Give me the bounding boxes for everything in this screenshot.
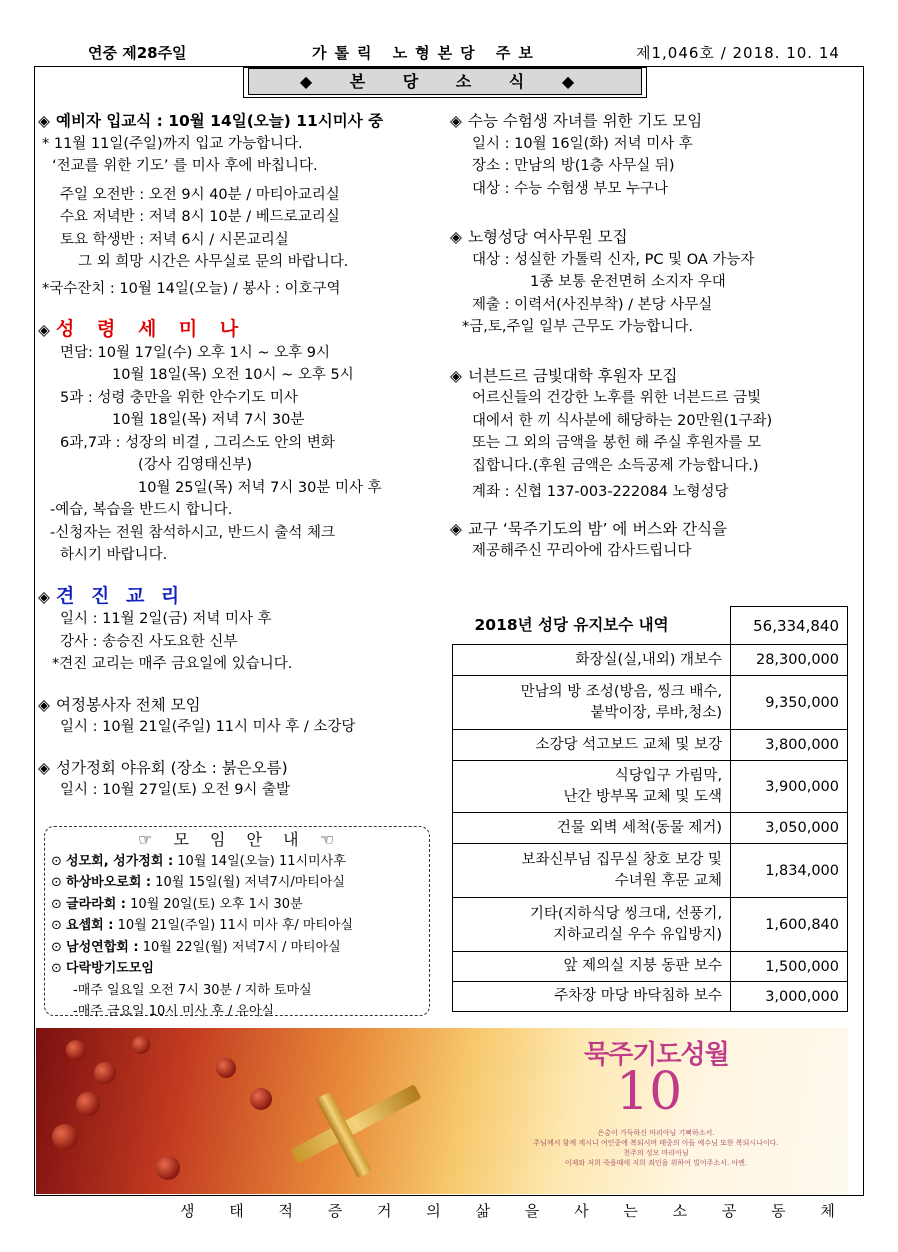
circle-dot-icon: ⊙ (51, 961, 62, 976)
rosary-bead (66, 1040, 86, 1060)
text-line: 계좌 : 신협 137-003-222084 노형성당 (472, 484, 729, 500)
diamond-icon: ◈ (450, 112, 462, 130)
rosary-bead (250, 1088, 272, 1110)
text-line: *국수잔치 : 10월 14일(오늘) / 봉사 : 이호구역 (42, 280, 341, 297)
diamond-icon: ◈ (38, 695, 50, 714)
text-line: 어르신들의 건강한 노후를 위한 너븐드르 금빛 (472, 390, 762, 406)
text-line: 대상 : 성실한 가톨릭 신자, PC 및 OA 가능자 (472, 251, 755, 268)
text-line: 6과,7과 : 성장의 비결 , 그리스도 안의 변화 (60, 434, 335, 451)
meeting-row: ⊙ 하상바오로회 : 10월 15일(월) 저녁7시/마티아실 (51, 875, 345, 890)
table-row: 화장실(실,내외) 개보수 28,300,000 (453, 645, 848, 676)
circle-dot-icon: ⊙ (51, 939, 62, 955)
text-line: (강사 김영태신부) (138, 457, 252, 473)
text-line: *견진 교리는 매주 금요일에 있습니다. (52, 656, 293, 672)
diamond-icon: ◈ (450, 228, 462, 246)
rosary-bead (132, 1036, 150, 1054)
text-line: 5과 : 성령 충만을 위한 안수기도 미사 (60, 389, 298, 406)
meeting-row: ⊙ 글라라회 : 10월 20일(토) 오후 1시 30분 (51, 896, 303, 912)
page-footer: 생 태 적 증 거 의 삶 을 사 는 소 공 동 체 (180, 1202, 841, 1220)
photo-prayer: 은총이 가득하신 마리아님 기뻐하소서. 주님께서 함께 계시니 여인중에 복되시며 태중의 아들 예수님 또한 복되시나이다. 천주의 성모 마리아님 이제와 저희 죽을때에 저희 죄인을 위하여 빌어주소서. 아멘. (533, 1129, 779, 1167)
right-column (450, 110, 855, 563)
circle-dot-icon: ⊙ (51, 896, 62, 912)
table-row: 기타(지하식당 씽크대, 선풍기, 지하교리실 우수 유입방지) 1,600,840 (453, 898, 848, 952)
text-line: 10월 18일(목) 저녁 7시 30분 (112, 412, 305, 428)
section-sponsor-recruit: ◈ 너븐드르 금빛대학 후원자 모집 (450, 365, 855, 388)
table-row: 식당입구 가림막, 난간 방부목 교체 및 도색 3,900,000 (453, 761, 848, 813)
text-line: 주일 오전반 : 오전 9시 40분 / 마티아교리실 (60, 186, 340, 203)
maintenance-table (452, 606, 848, 1012)
meeting-row: ⊙ 성모회, 성가정회 : 10월 14일(오늘) 11시미사후 (51, 853, 346, 869)
section-volunteers: ◈ 여정봉사자 전체 모임 (38, 694, 438, 717)
table-row: 보좌신부님 집무실 창호 보강 및 수녀원 후문 교체 1,834,000 (453, 844, 848, 898)
header-issue: 제1,046호 / 2018. 10. 14 (636, 44, 840, 62)
text-line: 제공해주신 꾸리아에 감사드립니다 (472, 543, 692, 559)
table-row: 소강당 석고보드 교체 및 보강 3,800,000 (453, 730, 848, 761)
text-line: 일시 : 11월 2일(금) 저녁 미사 후 (60, 611, 272, 627)
text-line: 토요 학생반 : 저녁 6시 / 시몬교리실 (60, 231, 289, 248)
diamond-icon: ◈ (38, 112, 50, 130)
diamond-icon: ◈ (38, 758, 50, 777)
text-line: 수요 저녁반 : 저녁 8시 10분 / 베드로교리실 (60, 209, 340, 225)
section-catechumen: ◈ 예비자 입교식 : 10월 14일(오늘) 11시미사 중 (38, 110, 438, 133)
text-line: 제출 : 이력서(사진부착) / 본당 사무실 (472, 296, 713, 313)
section-spirit-seminar: ◈ 성 령 세 미 나 (38, 318, 247, 340)
table-row: 건물 외벽 세척(동물 제거) 3,050,000 (453, 813, 848, 844)
text-line: * 11월 11일(주일)까지 입교 가능합니다. (42, 135, 303, 152)
text-line: -신청자는 전원 참석하시고, 반드시 출석 체크 (50, 524, 336, 541)
section-thanks: ◈ 교구 ‘묵주기도의 밤’ 에 버스와 간식을 (450, 518, 855, 541)
text-line: 대상 : 수능 수험생 부모 누구나 (472, 180, 669, 197)
meeting-subrow: -매주 금요일 10시 미사 후 / 유아실 (73, 1004, 275, 1019)
circle-dot-icon: ⊙ (51, 853, 62, 869)
meeting-guide-box (44, 826, 430, 1019)
section-confirmation: ◈ 견 진 교 리 (38, 584, 185, 607)
circle-dot-icon: ⊙ (51, 875, 62, 890)
table-title: 2018년 성당 유지보수 내역 (474, 615, 669, 634)
meeting-row: ⊙ 남성연합회 : 10월 22일(월) 저녁7시 / 마티아실 (51, 939, 341, 955)
text-line: 대에서 한 끼 식사분에 해당하는 20만원(1구좌) (472, 412, 773, 429)
text-line: 일시 : 10월 16일(화) 저녁 미사 후 (472, 135, 693, 152)
meeting-subrow: -매주 일요일 오전 7시 30분 / 지하 토마실 (73, 982, 312, 998)
text-line: 또는 그 외의 금액을 봉헌 해 주실 후원자를 모 (472, 435, 761, 451)
header-title: 가톨릭 노형본당 주보 (312, 44, 541, 62)
text-line: 1종 보통 운전면허 소지자 우대 (530, 274, 726, 290)
table-row: 앞 제의실 지붕 동판 보수 1,500,000 (453, 952, 848, 982)
text-line: ‘전교를 위한 기도’ 를 미사 후에 바칩니다. (52, 158, 318, 174)
section-exam-prayer: ◈ 수능 수험생 자녀를 위한 기도 모임 (450, 110, 855, 133)
text-line: 장소 : 만남의 방(1층 사무실 뒤) (472, 158, 675, 174)
text-line: 일시 : 10월 21일(주일) 11시 미사 후 / 소강당 (60, 719, 356, 735)
text-line: 면담: 10월 17일(수) 오후 1시 ~ 오후 9시 (60, 344, 331, 361)
rosary-bead (94, 1062, 116, 1084)
photo-number: 10 (616, 1062, 683, 1122)
meeting-row: ⊙ 요셉회 : 10월 21일(주일) 11시 미사 후/ 마티아실 (51, 918, 354, 933)
diamond-icon: ◈ (38, 321, 50, 339)
left-column (38, 110, 438, 802)
table-row: 만남의 방 조성(방음, 씽크 배수, 붙박이장, 루바,청소) 9,350,000 (453, 676, 848, 730)
table-header-row (453, 607, 848, 645)
text-line: *금,토,주일 일부 근무도 가능합니다. (462, 319, 694, 335)
text-line: 집합니다.(후원 금액은 소득공제 가능합니다.) (472, 457, 759, 474)
text-line: -예습, 복습을 반드시 합니다. (50, 502, 233, 518)
photo-title: 묵주기도성월 (584, 1040, 729, 1070)
section-staff-recruit: ◈ 노형성당 여사무원 모집 (450, 226, 855, 249)
text-line: 강사 : 송승진 사도요한 신부 (60, 633, 238, 650)
circle-dot-icon: ⊙ (51, 918, 62, 933)
rosary-month-photo (36, 1028, 848, 1194)
meeting-guide-title: ☞ 모 임 안 내 ☜ (138, 830, 342, 849)
rosary-bead (156, 1156, 180, 1180)
table-row: 주차장 마당 바닥침하 보수 3,000,000 (453, 982, 848, 1012)
rosary-bead (52, 1124, 78, 1150)
text-line: 일시 : 10월 27일(토) 오전 9시 출발 (60, 782, 291, 798)
section-banner: ◆ 본 당 소 식 ◆ (248, 68, 642, 95)
diamond-icon: ◈ (450, 519, 462, 538)
table-total: 56,334,840 (731, 607, 848, 645)
diamond-icon: ◈ (450, 366, 462, 385)
rosary-bead (76, 1092, 100, 1116)
text-line: 10월 25일(목) 저녁 7시 30분 미사 후 (138, 479, 382, 496)
section-picnic: ◈ 성가정회 야유회 (장소 : 붉은오름) (38, 757, 438, 780)
header-week: 연중 제28주일 (88, 44, 187, 62)
text-line: 그 외 희망 시간은 사무실로 문의 바랍니다. (78, 254, 349, 270)
text-line: 10월 18일(목) 오전 10시 ~ 오후 5시 (112, 367, 354, 383)
text-line: 하시기 바랍니다. (60, 547, 168, 563)
rosary-bead (216, 1058, 236, 1078)
meeting-row: ⊙ 다락방기도모임 (51, 961, 154, 976)
diamond-icon: ◈ (38, 587, 50, 606)
